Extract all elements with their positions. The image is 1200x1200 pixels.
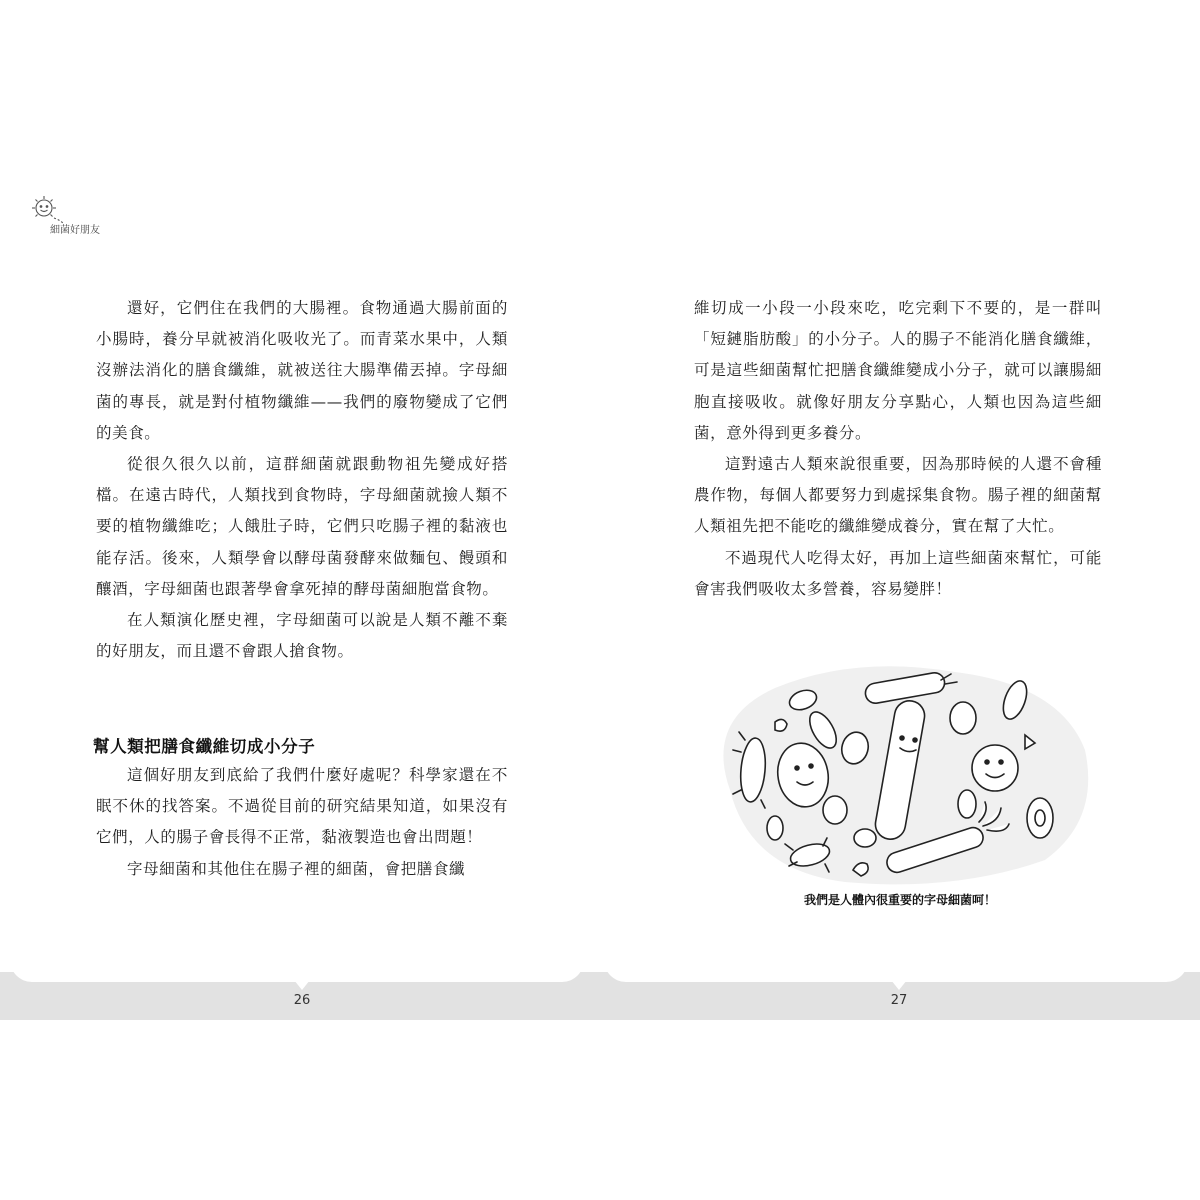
paragraph: 這個好朋友到底給了我們什麼好處呢？科學家還在不眠不休的找答案。不過從目前的研究結果知道，如果沒有它們，人的腸子會長得不正常，黏液製造也會出問題！ bbox=[96, 766, 508, 847]
right-page-body bbox=[694, 293, 1102, 605]
paragraph: 這對遠古人類來說很重要，因為那時候的人還不會種農作物，每個人都要努力到處採集食物。腸子裡的細菌幫人類祖先把不能吃的纖維變成養分，實在幫了大忙。 bbox=[694, 455, 1102, 536]
page-notch-right bbox=[891, 980, 907, 990]
paragraph: 在人類演化歷史裡，字母細菌可以說是人類不離不棄的好朋友，而且還不會跟人搶食物。 bbox=[96, 611, 508, 661]
right-page-edge bbox=[604, 958, 1188, 982]
left-page-body bbox=[96, 293, 508, 667]
left-page-edge bbox=[10, 958, 584, 982]
page-number-right: 27 bbox=[890, 993, 908, 1008]
paragraph: 從很久很久以前，這群細菌就跟動物祖先變成好搭檔。在遠古時代，人類找到食物時，字母細菌就撿人類不要的植物纖維吃；人餓肚子時，它們只吃腸子裡的黏液也能存活。後來，人類學會以酵母菌發酵來做麵包、饅頭和釀酒，字母細菌也跟著學會拿死掉的酵母菌細胞當食物。 bbox=[96, 455, 508, 598]
series-label: 細菌好朋友 bbox=[50, 225, 100, 236]
paragraph: 還好，它們住在我們的大腸裡。食物通過大腸前面的小腸時，養分早就被消化吸收光了。而青菜水果中，人類沒辦法消化的膳食纖維，就被送往大腸準備丟掉。字母細菌的專長，就是對付植物纖維——我們的廢物變成了它們的美食。 bbox=[96, 299, 508, 442]
paragraph: 不過現代人吃得太好，再加上這些細菌來幫忙，可能會害我們吸收太多營養，容易變胖！ bbox=[694, 548, 1102, 598]
page-number-left: 26 bbox=[293, 993, 311, 1008]
paragraph: 字母細菌和其他住在腸子裡的細菌，會把膳食纖 bbox=[127, 859, 466, 878]
paragraph: 維切成一小段一小段來吃，吃完剩下不要的，是一群叫「短鏈脂肪酸」的小分子。人的腸子不能消化膳食纖維，可是這些細菌幫忙把膳食纖維變成小分子，就可以讓腸細胞直接吸收。就像好朋友分享點心，人類也因為這些細菌，意外得到更多養分。 bbox=[694, 299, 1102, 442]
bacteria-illustration bbox=[705, 660, 1095, 885]
section-heading: 幫人類把膳食纖維切成小分子 bbox=[93, 737, 316, 756]
left-page-section-body bbox=[96, 760, 508, 885]
page-notch-left bbox=[294, 980, 310, 990]
illustration-caption: 我們是人體內很重要的字母細菌呵！ bbox=[803, 893, 996, 907]
